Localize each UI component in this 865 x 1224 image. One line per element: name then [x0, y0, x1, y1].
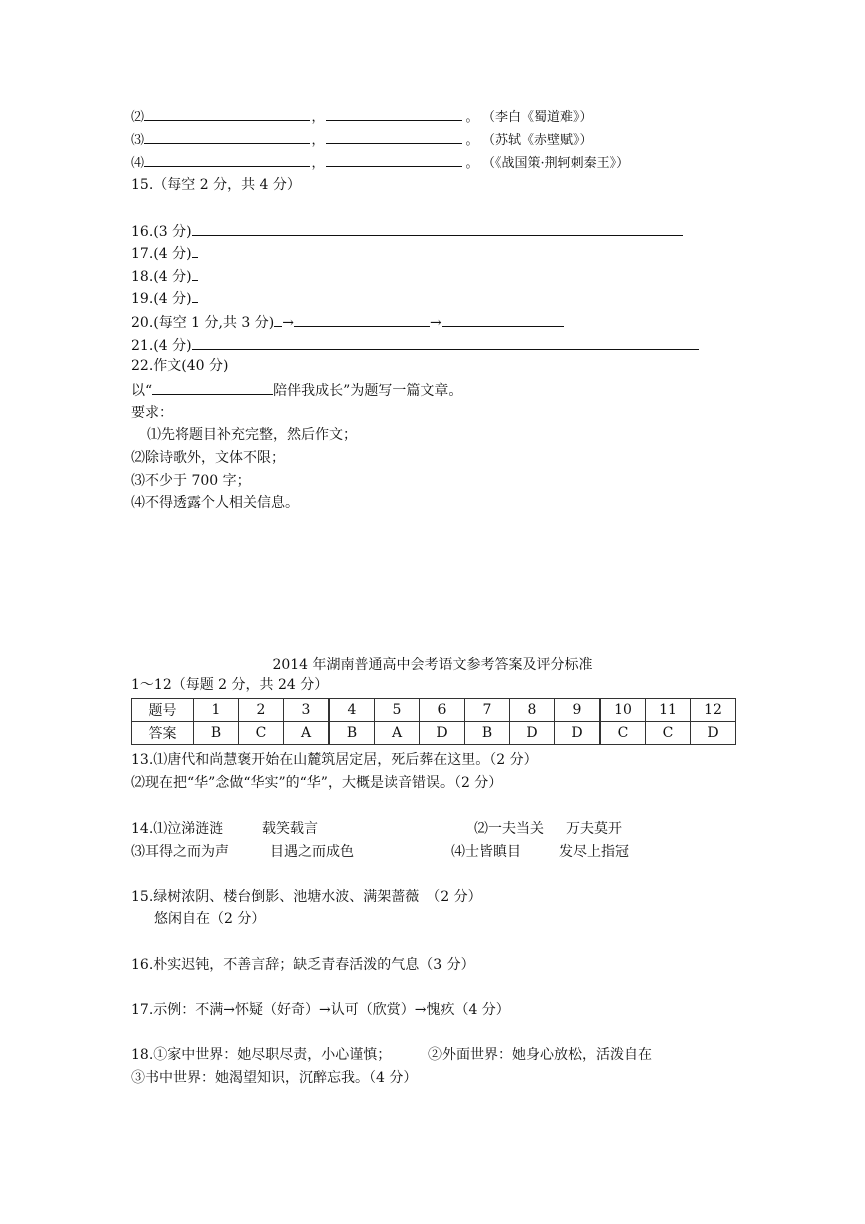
table-cell: D	[420, 722, 465, 745]
answer-blank	[144, 129, 310, 144]
table-cell: 9	[555, 699, 601, 722]
table-cell: C	[600, 722, 646, 745]
table-cell: 2	[239, 699, 284, 722]
question-19: 19.(4 分)	[131, 288, 198, 306]
table-cell: 5	[375, 699, 420, 722]
question-18: 18.(4 分)	[131, 266, 198, 284]
requirement-2: ⑵除诗歌外，文体不限；	[131, 450, 285, 466]
essay-prompt: 以“ 陪伴我成长”为题写一篇文章。	[131, 380, 462, 398]
answer-blank	[326, 152, 462, 167]
answer-15-1: 15.绿树浓阴、楼台倒影、池塘水波、满架蔷薇 （2 分）	[131, 889, 482, 905]
table-cell: 6	[420, 699, 465, 722]
answer-17: 17.示例：不满→怀疑（好奇）→认可（欣赏）→愧疚（4 分）	[131, 1002, 510, 1018]
question-15: 15.（每空 2 分，共 4 分）	[131, 177, 301, 193]
table-cell: 7	[465, 699, 510, 722]
table-cell: 1	[194, 699, 239, 722]
source-note: （苏轼《赤壁赋》）	[482, 133, 593, 148]
question-21: 21.(4 分)	[131, 335, 699, 353]
arrow: →	[430, 315, 442, 331]
arrow: →	[282, 315, 294, 331]
fill-line-2: ⑵ ， 。 （李白《蜀道难》）	[131, 106, 593, 124]
table-cell: 答案	[132, 722, 194, 745]
table-cell: 4	[329, 699, 375, 722]
table-cell: D	[555, 722, 601, 745]
answer-13-1: 13.⑴唐代和尚慧褒开始在山麓筑居定居，死后葬在这里。（2 分）	[131, 752, 538, 768]
requirements-label: 要求：	[131, 405, 173, 421]
answer-14-row1: 14.⑴泣涕涟涟 载笑载言 ⑵一夫当关 万夫莫开	[131, 821, 622, 837]
answer-blank	[442, 312, 564, 327]
table-row	[132, 699, 736, 722]
answer-18-2: ③书中世界：她渴望知识，沉醉忘我。（4 分）	[131, 1070, 418, 1086]
answer-blank	[294, 312, 430, 327]
item-number: ⑶	[131, 133, 145, 148]
table-cell: 题号	[132, 699, 194, 722]
requirement-4: ⑷不得透露个人相关信息。	[131, 495, 299, 511]
table-cell: D	[691, 722, 736, 745]
table-cell: A	[284, 722, 330, 745]
table-cell: 3	[284, 699, 330, 722]
item-number: ⑷	[131, 156, 145, 171]
answer-blank	[326, 106, 462, 121]
table-cell: 12	[691, 699, 736, 722]
question-22: 22.作文(40 分)	[131, 358, 229, 374]
table-cell: B	[329, 722, 375, 745]
fill-line-4: ⑷ ， 。 （《战国策·荆轲刺秦王》）	[131, 152, 629, 170]
answer-16: 16.朴实迟钝，不善言辞；缺乏青春活泼的气息（3 分）	[131, 957, 475, 973]
answer-key-title: 2014 年湖南普通高中会考语文参考答案及评分标准	[272, 657, 593, 673]
answer-blank	[144, 106, 310, 121]
table-cell: 10	[600, 699, 646, 722]
question-17: 17.(4 分)	[131, 243, 198, 261]
table-cell: 8	[510, 699, 555, 722]
answer-blank	[192, 288, 198, 303]
table-cell: A	[375, 722, 420, 745]
table-row	[132, 722, 736, 745]
answer-15-2: 悠闲自在（2 分）	[154, 911, 266, 927]
answer-blank	[192, 335, 699, 350]
item-number: ⑵	[131, 110, 145, 125]
answer-18-1: 18.①家中世界：她尽职尽责，小心谨慎； ②外面世界：她身心放松，活泼自在	[131, 1047, 652, 1063]
table-cell: C	[239, 722, 284, 745]
source-note: （《战国策·荆轲刺秦王》）	[482, 156, 630, 171]
table-cell: B	[194, 722, 239, 745]
answer-blank	[192, 221, 683, 236]
requirement-1: ⑴先将题目补充完整，然后作文；	[147, 427, 357, 443]
fill-line-3: ⑶ ， 。 （苏轼《赤壁赋》）	[131, 129, 593, 147]
answer-blank	[192, 266, 198, 281]
mc-header: 1～12（每题 2 分，共 24 分）	[131, 677, 329, 693]
table-cell: D	[510, 722, 555, 745]
source-note: （李白《蜀道难》）	[482, 110, 593, 125]
table-cell: C	[646, 722, 691, 745]
answer-14-row2: ⑶耳得之而为声 目遇之而成色 ⑷士皆瞋目 发尽上指冠	[131, 844, 629, 860]
title-blank	[152, 380, 273, 395]
answer-table	[131, 698, 736, 745]
answer-13-2: ⑵现在把“华”念做“华实”的“华”，大概是读音错误。（2 分）	[131, 775, 503, 791]
requirement-3: ⑶不少于 700 字；	[131, 473, 251, 489]
question-16: 16.(3 分)	[131, 221, 683, 239]
question-20: 20.(每空 1 分,共 3 分) → →	[131, 312, 564, 330]
answer-blank	[144, 152, 310, 167]
table-cell: 11	[646, 699, 691, 722]
answer-blank	[192, 243, 198, 258]
answer-blank	[326, 129, 462, 144]
table-cell: B	[465, 722, 510, 745]
